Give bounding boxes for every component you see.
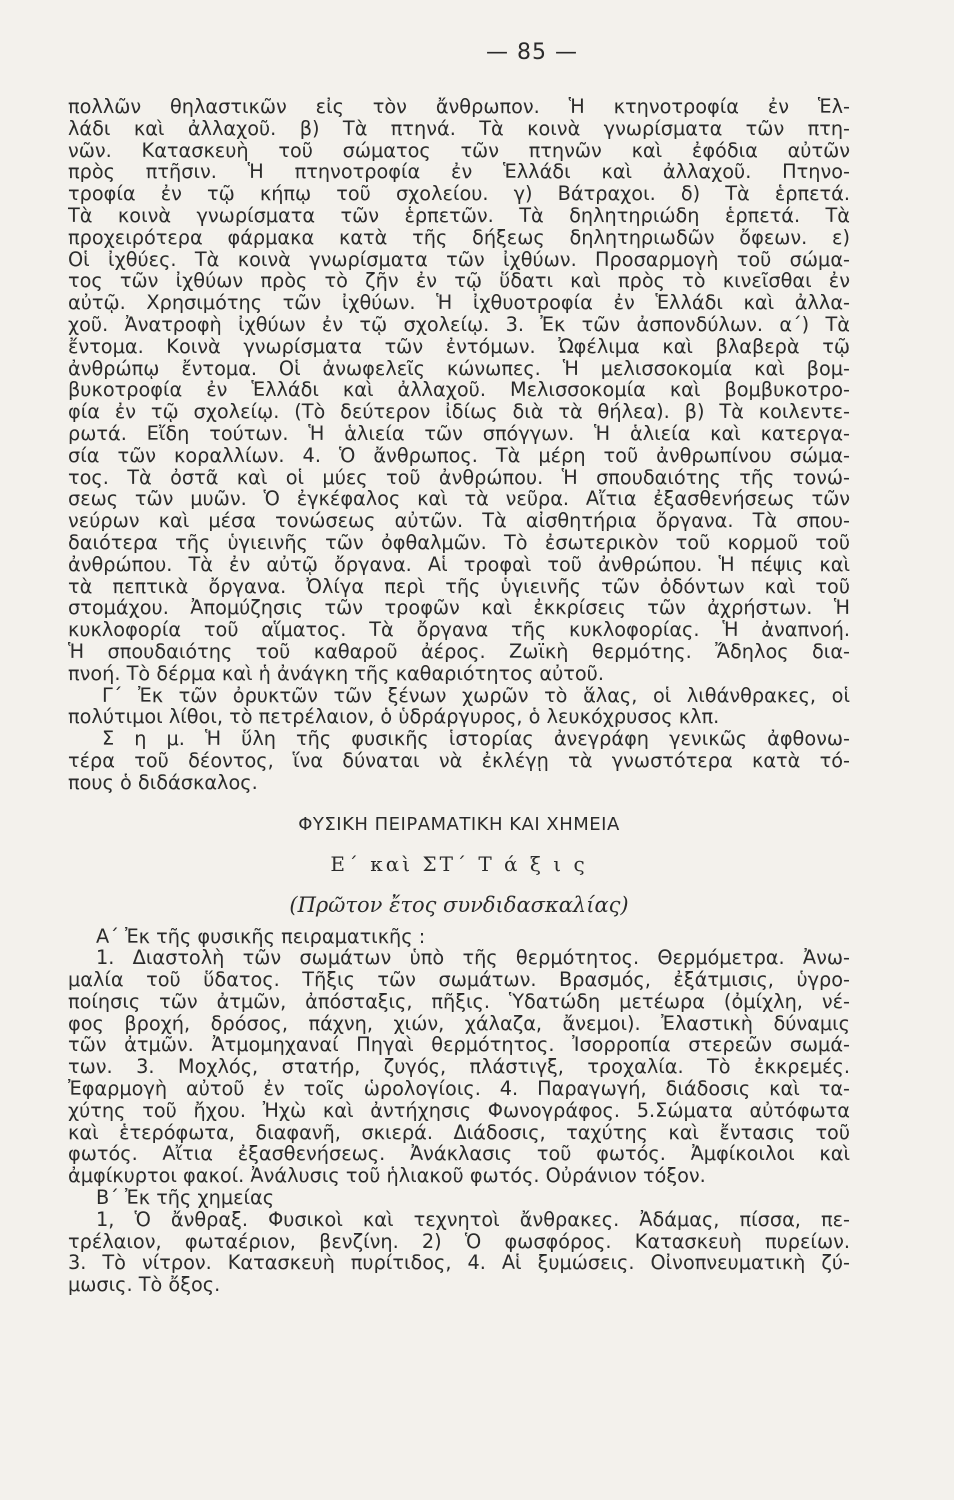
text-line: Σ η μ. Ἡ ὕλη τῆς φυσικῆς ἱστορίας ἀνεγράφη γενικῶς ἀφθονω- bbox=[102, 728, 850, 750]
text-line: ἀμφίκυρτοι φακοί. Ἀνάλυσις τοῦ ἡλιακοῦ φωτός. Οὐράνιον τόξον. bbox=[68, 1165, 706, 1188]
subsection-chemistry-heading: Β΄ Ἐκ τῆς χημείας bbox=[96, 1187, 275, 1209]
text-line: πους ὁ διδάσκαλος. bbox=[68, 771, 258, 794]
text-line: ἀνθρώπου. Τὰ ἐν αὐτῷ ὄργανα. Αἱ τροφαὶ τοῦ ἀνθρώπου. Ἡ πέψις καὶ bbox=[68, 553, 850, 576]
text-line: μωσις. Τὸ ὄξος. bbox=[68, 1274, 221, 1297]
text-line: φία ἐν τῷ σχολείῳ. (Τὸ δεύτερον ἰδίως διὰ τὰ θήλεα). β) Τὰ κοιλεντε- bbox=[68, 401, 850, 423]
text-line: φωτός. Αἴτια ἐξασθενήσεως. Ἀνάκλασις τοῦ φωτός. Ἀμφίκοιλοι καὶ bbox=[68, 1143, 850, 1166]
text-line: πνοή. Τὸ δέρμα καὶ ἡ ἀνάγκη τῆς καθαριότητος αὐτοῦ. bbox=[68, 662, 604, 685]
text-line: 1. Διαστολὴ τῶν σωμάτων ὑπὸ τῆς θερμότητος. Θερμόμετρα. Ἀνω- bbox=[96, 947, 850, 970]
paragraph-natural-history bbox=[68, 96, 850, 685]
text-line: ἔντομα. Κοινὰ γνωρίσματα τῶν ἐντόμων. Ὠφέλιμα καὶ βλαβερὰ τῷ bbox=[68, 335, 850, 358]
text-line: Τὰ κοινὰ γνωρίσματα τῶν ἑρπετῶν. Τὰ δηλητηριώδη ἑρπετά. Τὰ bbox=[68, 204, 850, 227]
section-year: (Πρῶτον ἔτος συνδιδασκαλίας) bbox=[289, 892, 629, 917]
text-line: στομάχου. Ἀπομύζησις τῶν τροφῶν καὶ ἐκκρίσεις τῶν ἀχρήστων. Ἡ bbox=[68, 597, 850, 620]
text-line: 1, Ὁ ἄνθραξ. Φυσικοὶ καὶ τεχνητοὶ ἄνθρακες. Ἀδάμας, πίσσα, πε- bbox=[96, 1208, 850, 1231]
text-line: πρὸς πτῆσιν. Ἡ πτηνοτροφία ἐν Ἑλλάδι καὶ ἀλλαχοῦ. Πτηνο- bbox=[68, 161, 850, 184]
text-line: αὐτῷ. Χρησιμότης τῶν ἰχθύων. Ἡ ἰχθυοτροφία ἐν Ἑλλάδι καὶ ἀλλα- bbox=[68, 292, 850, 314]
text-line: τὰ πεπτικὰ ὄργανα. Ὀλίγα περὶ τῆς ὑγιεινῆς τῶν ὀδόντων καὶ τοῦ bbox=[68, 575, 850, 598]
text-line: μαλία τοῦ ὕδατος. Τῆξις τῶν σωμάτων. Βρασμός, ἐξάτμισις, ὑγρο- bbox=[68, 969, 850, 991]
text-line: τος τῶν ἰχθύων πρὸς τὸ ζῆν ἐν τῷ ὕδατι καὶ πρὸς τὸ κινεῖσθαι ἐν bbox=[68, 270, 850, 293]
text-line: σία τῶν κοραλλίων. 4. Ὁ ἄνθρωπος. Τὰ μέρη τοῦ ἀνθρωπίνου σώμα- bbox=[68, 444, 850, 467]
text-line: ἀνθρώπῳ ἔντομα. Οἱ ἀνωφελεῖς κώνωπες. Ἡ μελισσοκομία καὶ βομ- bbox=[68, 357, 850, 380]
text-line: σεως τῶν μυῶν. Ὁ ἐγκέφαλος καὶ τὰ νεῦρα. Αἴτια ἐξασθενήσεως τῶν bbox=[68, 488, 850, 511]
section-title: ΦΥΣΙΚΗ ΠΕΙΡΑΜΑΤΙΚΗ ΚΑΙ ΧΗΜΕΙΑ bbox=[298, 813, 620, 835]
text-line: των. 3. Μοχλός, στατήρ, ζυγός, πλάστιγξ, τροχαλία. Τὸ ἐκκρεμές. bbox=[68, 1056, 850, 1079]
text-line: Οἱ ἰχθύες. Τὰ κοινὰ γνωρίσματα τῶν ἰχθύων. Προσαρμογὴ τοῦ σώμα- bbox=[68, 248, 850, 271]
text-line: νεύρων καὶ μέσα τονώσεως αὐτῶν. Τὰ αἰσθητήρια ὄργανα. Τὰ σπου- bbox=[68, 510, 850, 532]
text-line: Ἐφαρμογὴ αὐτοῦ ἐν τοῖς ὡρολογίοις. 4. Παραγωγή, διάδοσις καὶ τα- bbox=[68, 1078, 850, 1100]
page-body bbox=[68, 96, 850, 1296]
text-line: βυκοτροφία ἐν Ἑλλάδι καὶ ἀλλαχοῦ. Μελισσοκομία καὶ βομβυκοτρο- bbox=[68, 379, 850, 402]
text-line: προχειρότερα φάρμακα κατὰ τῆς δήξεως δηλητηριωδῶν ὄφεων. ε) bbox=[68, 226, 850, 249]
text-line: δαιότερα τῆς ὑγιεινῆς τῶν ὀφθαλμῶν. Τὸ ἐσωτερικὸν τοῦ κορμοῦ τοῦ bbox=[68, 531, 850, 554]
text-line: φος βροχή, δρόσος, πάχνη, χιών, χάλαζα, ἄνεμοι). Ἐλαστικὴ δύναμις bbox=[68, 1012, 850, 1035]
text-line: τρέλαιον, φωταέριον, βενζίνη. 2) Ὁ φωσφόρος. Κατασκευὴ πυρείων. bbox=[68, 1230, 850, 1253]
subsection-physics-heading: Α΄ Ἐκ τῆς φυσικῆς πειραματικῆς : bbox=[96, 925, 426, 948]
text-line: χύτης τοῦ ἤχου. Ἠχὼ καὶ ἀντήχησις Φωνογράφος. 5.Σώματα αὐτόφωτα bbox=[68, 1099, 850, 1122]
paragraph-note bbox=[68, 728, 850, 793]
text-line: τος. Τὰ ὀστᾶ καὶ οἱ μύες τοῦ ἀνθρώπου. Ἡ σπουδαιότης τῆς τονώ- bbox=[68, 466, 850, 489]
text-line: ρωτά. Εἴδη τούτων. Ἡ ἁλιεία τῶν σπόγγων. Ἡ ἁλιεία καὶ κατεργα- bbox=[68, 422, 850, 445]
page-number: — 85 — bbox=[486, 40, 578, 65]
section-classes: Ε΄ καὶ ΣΤ΄ Τ ά ξ ι ς bbox=[330, 851, 588, 876]
text-line: Ἡ σπουδαιότης τοῦ καθαροῦ ἀέρος. Ζωϊκὴ θερμότης. Ἄδηλος δια- bbox=[68, 640, 850, 663]
text-line: Γ΄ Ἐκ τῶν ὀρυκτῶν τῶν ξένων χωρῶν τὸ ἅλας, οἱ λιθάνθρακες, οἱ bbox=[102, 684, 850, 707]
text-line: καὶ ἑτερόφωτα, διαφανῆ, σκιερά. Διάδοσις, ταχύτης καὶ ἔντασις τοῦ bbox=[68, 1121, 850, 1144]
text-line: τῶν ἀτμῶν. Ἀτμομηχαναί Πηγαὶ θερμότητος. Ἰσορροπία στερεῶν σωμά- bbox=[68, 1034, 850, 1057]
text-line: τέρα τοῦ δέοντος, ἵνα δύναται νὰ ἐκλέγῃ τὰ γνωστότερα κατὰ τό- bbox=[68, 749, 850, 772]
text-line: λάδι καὶ ἀλλαχοῦ. β) Τὰ πτηνά. Τὰ κοινὰ γνωρίσματα τῶν πτη- bbox=[68, 117, 850, 140]
text-line: χοῦ. Ἀνατροφὴ ἰχθύων ἐν τῷ σχολείῳ. 3. Ἐκ τῶν ἀσπονδύλων. α΄) Τὰ bbox=[68, 313, 850, 336]
paragraph-chemistry bbox=[68, 1209, 850, 1296]
text-line: τροφία ἐν τῷ κήπῳ τοῦ σχολείου. γ) Βάτραχοι. δ) Τὰ ἑρπετά. bbox=[68, 183, 850, 205]
text-line: ποίησις τῶν ἀτμῶν, ἀπόσταξις, πῆξις. Ὑδατώδη μετέωρα (ὀμίχλη, νέ- bbox=[68, 990, 850, 1013]
paragraph-physics bbox=[68, 947, 850, 1187]
text-line: 3. Τὸ νίτρον. Κατασκευὴ πυρίτιδος, 4. Αἱ ξυμώσεις. Οἰνοπνευματικὴ ζύ- bbox=[68, 1252, 850, 1275]
paragraph-minerals bbox=[68, 685, 850, 729]
text-line: πολλῶν θηλαστικῶν εἰς τὸν ἄνθρωπον. Ἡ κτηνοτροφία ἐν Ἑλ- bbox=[68, 96, 850, 118]
text-line: πολύτιμοι λίθοι, τὸ πετρέλαιον, ὁ ὑδράργυρος, ὁ λευκόχρυσος κλπ. bbox=[68, 706, 720, 729]
text-line: νῶν. Κατασκευὴ τοῦ σώματος τῶν πτηνῶν καὶ ἐφόδια αὐτῶν bbox=[68, 139, 850, 162]
text-line: κυκλοφορία τοῦ αἵματος. Τὰ ὄργανα τῆς κυκλοφορίας. Ἡ ἀναπνοή. bbox=[68, 619, 850, 641]
